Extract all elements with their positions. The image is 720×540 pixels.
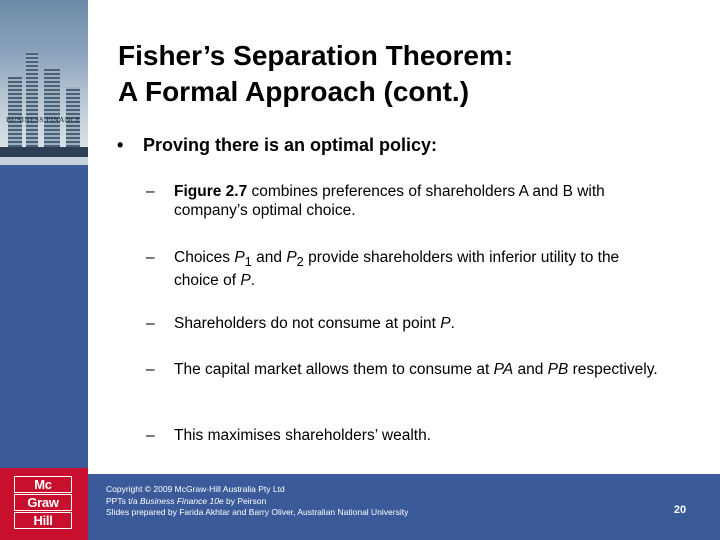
slide-title-line-1: Fisher’s Separation Theorem: <box>118 40 514 71</box>
sub-item-text: Choices <box>174 249 235 266</box>
footer-copyright <box>106 484 566 519</box>
mcgraw-hill-logo-text <box>8 476 78 530</box>
logo-line-mc: Mc <box>14 476 72 493</box>
var-pb: PB <box>547 361 569 378</box>
dash-marker: – <box>146 183 155 200</box>
book-footer <box>0 157 88 165</box>
footer-text: by Peirson <box>223 495 267 506</box>
sub-item-text: The capital market allows them to consume at <box>174 361 494 378</box>
var-p1: P <box>234 249 245 266</box>
book-cover-image <box>0 0 88 165</box>
slide-title-line-2: A Formal Approach (cont.) <box>118 76 470 107</box>
footer-text: PPTs t/a <box>106 495 141 506</box>
sub-item-text: . <box>250 272 256 290</box>
sub-item-text: and <box>251 249 287 266</box>
sub-item-text: respectively. <box>568 361 658 378</box>
var-pa: PA <box>493 361 514 378</box>
main-bullet-text: Proving there is an optimal policy: <box>143 135 438 155</box>
logo-line-graw: Graw <box>14 494 72 511</box>
sub-item-text: provide shareholders with inferior utility to the choice of <box>174 249 620 290</box>
sub-item-text: and <box>513 361 548 378</box>
book-title: BUSINESS FINANCE <box>6 115 81 124</box>
sub-item-text: combines preferences of shareholders A and B with company’s optimal choice. <box>174 183 605 219</box>
page-number: 20 <box>673 504 687 516</box>
bullet-marker: • <box>117 135 124 155</box>
logo-line-hill: Hill <box>14 512 72 529</box>
var-p: P <box>240 272 251 290</box>
footer-line-1: Copyright © 2009 McGraw-Hill Australia Pty Ltd <box>106 484 285 494</box>
footer-line-2 <box>106 496 566 508</box>
figure-reference: Figure 2.7 <box>174 183 248 200</box>
building-shape <box>26 52 38 147</box>
subscript-1: 1 <box>244 254 252 270</box>
sub-item-choices <box>146 248 666 290</box>
sub-item-text: This maximises shareholders’ wealth. <box>174 427 431 444</box>
sub-item-figure <box>146 182 666 220</box>
dash-marker: – <box>146 361 155 378</box>
dash-marker: – <box>146 249 155 266</box>
footer-book-title: Business Finance 10e <box>140 495 224 506</box>
sub-item-capital-market <box>146 360 666 379</box>
var-p2: P <box>286 249 297 266</box>
dash-marker: – <box>146 315 155 332</box>
sub-item-wealth <box>146 426 666 445</box>
subscript-2: 2 <box>296 254 304 270</box>
var-p: P <box>440 315 451 332</box>
dash-marker: – <box>146 427 155 444</box>
building-shape <box>44 67 60 147</box>
building-shape <box>8 77 22 147</box>
sub-item-consume <box>146 314 666 333</box>
sub-item-text: . <box>450 315 455 332</box>
sub-item-text: Shareholders do not consume at point <box>174 315 441 332</box>
footer-line-3: Slides prepared by Farida Akhtar and Barry Oliver, Australian National University <box>106 507 409 517</box>
main-bullet <box>117 135 677 156</box>
book-strip <box>0 147 88 157</box>
slide-title <box>118 38 678 110</box>
